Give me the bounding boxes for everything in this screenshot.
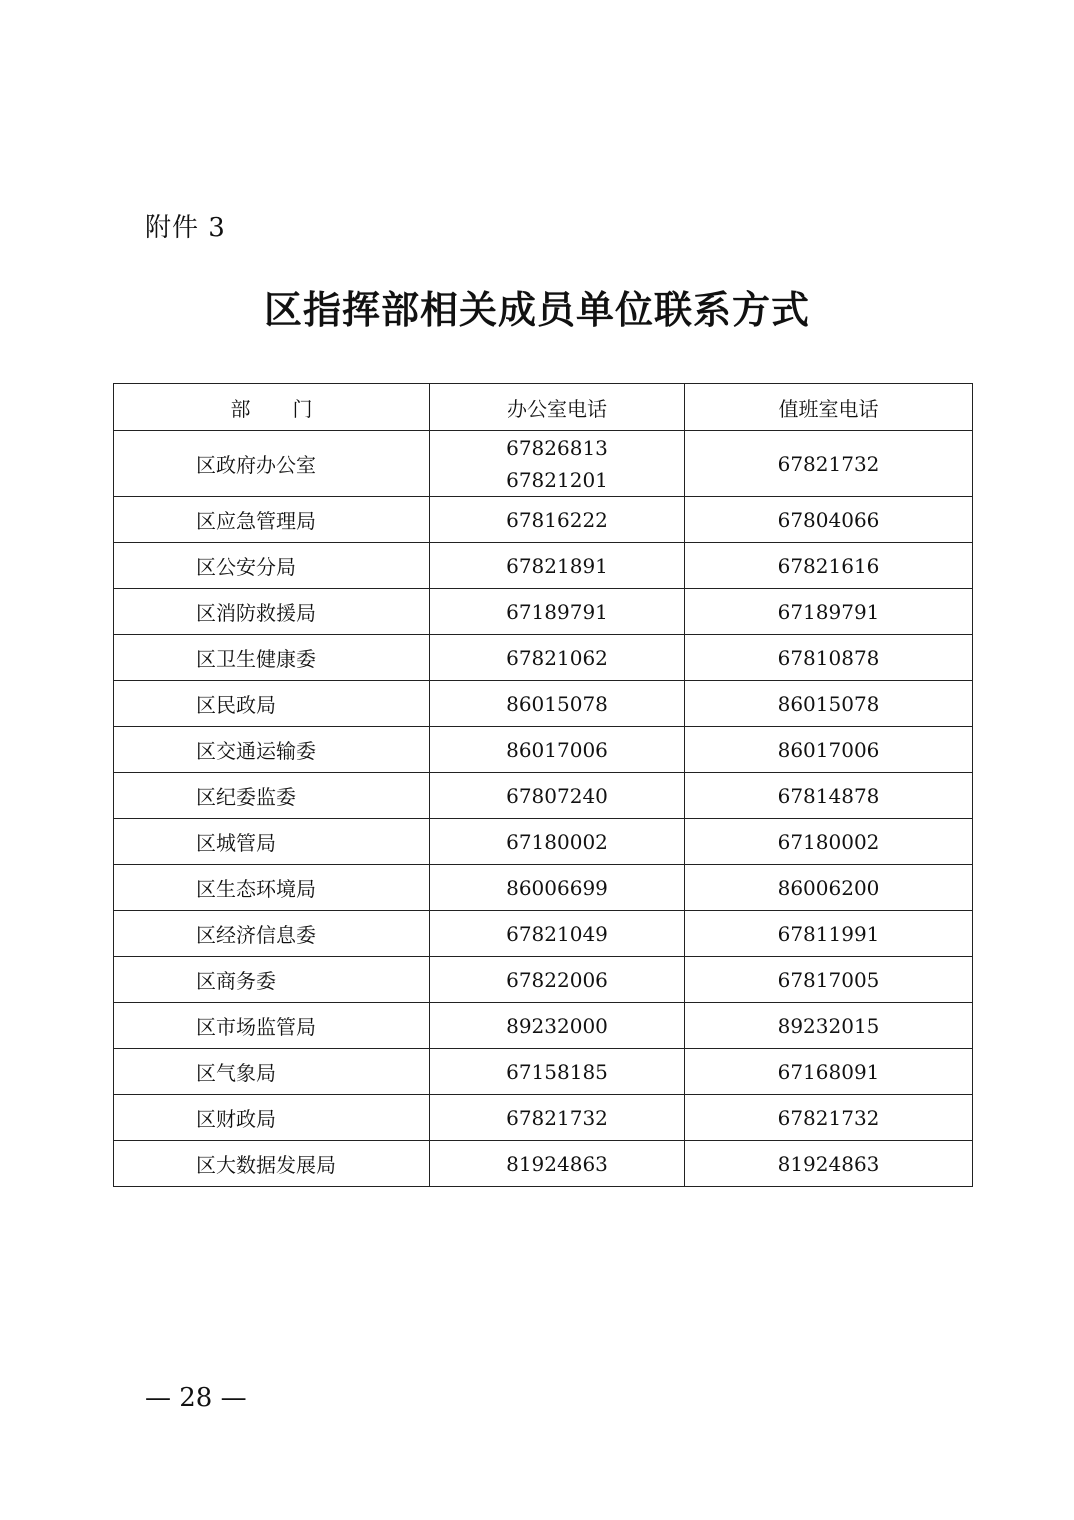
cell-department: 区消防救援局 xyxy=(114,589,430,635)
office-phone-number: 67807240 xyxy=(506,783,608,808)
cell-department: 区城管局 xyxy=(114,819,430,865)
office-phone-number: 86015078 xyxy=(506,691,608,716)
office-phone-number: 67158185 xyxy=(506,1059,608,1084)
cell-office-phone xyxy=(430,1141,685,1187)
cell-department: 区生态环境局 xyxy=(114,865,430,911)
office-phone-number: 67821049 xyxy=(506,921,608,946)
table-row xyxy=(114,497,973,543)
header-department-label xyxy=(231,397,313,421)
cell-duty-phone: 67189791 xyxy=(685,589,973,635)
cell-office-phone xyxy=(430,497,685,543)
cell-office-phone xyxy=(430,1095,685,1141)
office-phone-number: 67822006 xyxy=(506,967,608,992)
table-row xyxy=(114,819,973,865)
office-phone-number: 67816222 xyxy=(506,507,608,532)
table-row xyxy=(114,911,973,957)
cell-office-phone xyxy=(430,681,685,727)
cell-department: 区应急管理局 xyxy=(114,497,430,543)
table-row xyxy=(114,865,973,911)
table-row xyxy=(114,543,973,589)
table-row xyxy=(114,681,973,727)
cell-duty-phone: 67821616 xyxy=(685,543,973,589)
cell-duty-phone: 67821732 xyxy=(685,1095,973,1141)
office-phone-number: 67180002 xyxy=(506,829,608,854)
header-office-phone: 办公室电话 xyxy=(430,384,685,431)
document-title: 区指挥部相关成员单位联系方式 xyxy=(263,287,810,332)
cell-duty-phone: 81924863 xyxy=(685,1141,973,1187)
table-row xyxy=(114,589,973,635)
cell-office-phone xyxy=(430,957,685,1003)
cell-duty-phone: 86006200 xyxy=(685,865,973,911)
cell-department: 区气象局 xyxy=(114,1049,430,1095)
contacts-table xyxy=(113,383,973,1187)
cell-department: 区纪委监委 xyxy=(114,773,430,819)
cell-office-phone xyxy=(430,865,685,911)
cell-duty-phone: 67810878 xyxy=(685,635,973,681)
office-phone-number: 67821062 xyxy=(506,645,608,670)
cell-department: 区大数据发展局 xyxy=(114,1141,430,1187)
table-row xyxy=(114,1003,973,1049)
cell-department: 区政府办公室 xyxy=(114,431,430,497)
cell-duty-phone: 67180002 xyxy=(685,819,973,865)
cell-office-phone xyxy=(430,773,685,819)
cell-office-phone xyxy=(430,589,685,635)
cell-office-phone xyxy=(430,1003,685,1049)
cell-office-phone xyxy=(430,1049,685,1095)
cell-office-phone xyxy=(430,431,685,497)
cell-department: 区商务委 xyxy=(114,957,430,1003)
cell-duty-phone: 67811991 xyxy=(685,911,973,957)
table-row xyxy=(114,1095,973,1141)
table-row xyxy=(114,727,973,773)
cell-department: 区卫生健康委 xyxy=(114,635,430,681)
cell-department: 区财政局 xyxy=(114,1095,430,1141)
table-row xyxy=(114,431,973,497)
office-phone-number: 67826813 xyxy=(506,435,608,460)
office-phone-number: 86006699 xyxy=(506,875,608,900)
cell-office-phone xyxy=(430,727,685,773)
office-phone-number: 86017006 xyxy=(506,737,608,762)
cell-duty-phone: 86017006 xyxy=(685,727,973,773)
table-row xyxy=(114,957,973,1003)
attachment-label: 附件 3 xyxy=(145,213,226,243)
cell-department: 区公安分局 xyxy=(114,543,430,589)
table-row xyxy=(114,635,973,681)
cell-duty-phone: 89232015 xyxy=(685,1003,973,1049)
cell-duty-phone: 67821732 xyxy=(685,431,973,497)
cell-duty-phone: 67804066 xyxy=(685,497,973,543)
cell-department: 区市场监管局 xyxy=(114,1003,430,1049)
office-phone-number: 67821732 xyxy=(506,1105,608,1130)
table-row xyxy=(114,773,973,819)
office-phone-number: 89232000 xyxy=(506,1013,608,1038)
cell-office-phone xyxy=(430,543,685,589)
cell-department: 区交通运输委 xyxy=(114,727,430,773)
header-duty-phone: 值班室电话 xyxy=(685,384,973,431)
office-phone-number: 67821201 xyxy=(506,467,608,492)
cell-department: 区民政局 xyxy=(114,681,430,727)
table-header-row xyxy=(114,384,973,431)
office-phone-number: 67821891 xyxy=(506,553,608,578)
table-row xyxy=(114,1141,973,1187)
office-phone-number: 81924863 xyxy=(506,1151,608,1176)
header-department xyxy=(114,384,430,431)
cell-duty-phone: 67168091 xyxy=(685,1049,973,1095)
cell-duty-phone: 67814878 xyxy=(685,773,973,819)
office-phone-number: 67189791 xyxy=(506,599,608,624)
cell-office-phone xyxy=(430,911,685,957)
cell-office-phone xyxy=(430,635,685,681)
table-row xyxy=(114,1049,973,1095)
table-body xyxy=(114,431,973,1187)
header-department-part1: 部 xyxy=(230,396,251,421)
cell-duty-phone: 86015078 xyxy=(685,681,973,727)
cell-duty-phone: 67817005 xyxy=(685,957,973,1003)
header-department-part2: 门 xyxy=(292,396,313,421)
cell-department: 区经济信息委 xyxy=(114,911,430,957)
cell-office-phone xyxy=(430,819,685,865)
page-number: — 28 — xyxy=(145,1383,247,1413)
